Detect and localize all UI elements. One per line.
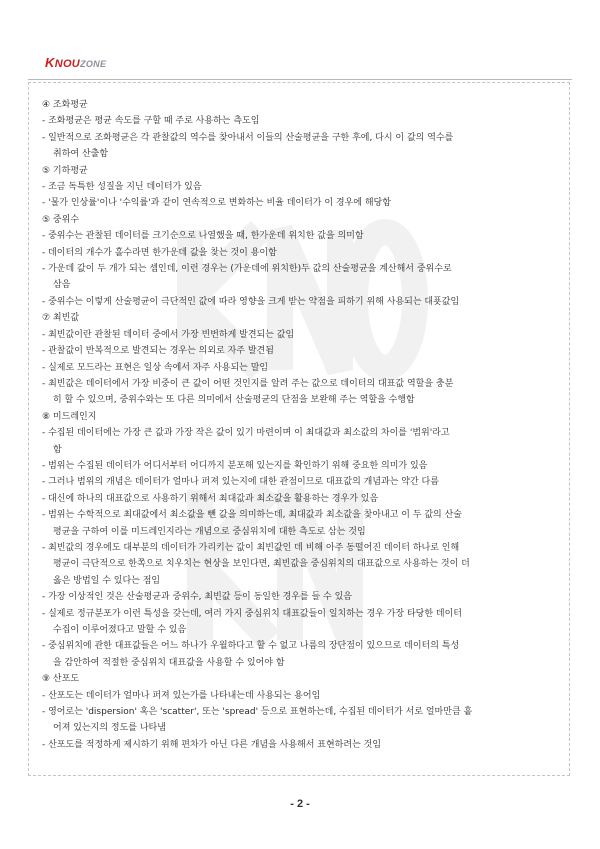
bullet-line: - 산포도는 데이터가 얼마나 퍼져 있는가를 나타내는데 사용되는 용어임: [42, 690, 321, 701]
knouzone-logo: [45, 55, 106, 70]
bullet-line: - 실제로 정규분포가 이런 특성을 갖는데, 여러 가지 중심위치 대표값들이 일치하는 경우 가장 타당한 데이터: [42, 608, 463, 619]
document-body: [42, 97, 562, 753]
bullet-line: - 산포도를 적정하게 제시하기 위해 편차가 아닌 다른 개념을 사용해서 표현하려는 것임: [42, 739, 382, 750]
continuation-line: 함: [53, 444, 62, 455]
header-rule: [28, 79, 572, 80]
bullet-line: - 조금 독특한 성질을 지닌 데이터가 있음: [42, 182, 202, 193]
bullet-line: - 중위수는 이렇게 산술평균이 극단적인 값에 따라 영향을 크게 받는 약점을 피하기 위해 사용되는 대푯값임: [42, 296, 460, 307]
bullet-line: - 중심위치에 관한 대표값들은 어느 하나가 우월하다고 할 수 없고 나름의 장단점이 있으므로 데이터의 특성: [42, 641, 460, 652]
continuation-line: 수집이 이루어졌다고 말할 수 있음: [53, 625, 187, 635]
bullet-line: - 범위는 수학적으로 최대값에서 최소값을 뺀 값을 의미하는데, 최대값과 최소값을 찾아내고 이 두 값의 산술: [42, 510, 463, 521]
page-number: - 2 -: [290, 798, 310, 810]
continuation-line: 을 감안하여 적절한 중심위치 대표값을 사용할 수 있어야 함: [53, 657, 285, 668]
logo-zone: ZONE: [80, 59, 107, 69]
bullet-line: - 중위수는 관찰된 데이터를 크기순으로 나열했을 때, 한가운데 위치한 값을 의미함: [42, 231, 364, 242]
bullet-line: - 가운데 값이 두 개가 되는 셈인데, 이런 경우는 (가운데에 위치한)두 값의 산술평균을 계산해서 중위수로: [42, 264, 452, 275]
section-heading: ⑤ 기하평균: [42, 165, 88, 176]
continuation-line: 옳은 방법일 수 있다는 점임: [53, 575, 161, 586]
logo-k: K: [45, 55, 55, 70]
continuation-line: 삼음: [53, 280, 71, 291]
bullet-line: - 최빈값은 데이터에서 가장 비중이 큰 값이 어떤 것인지를 알려 주는 값으로 데이터의 대표값 역할을 충분: [42, 378, 454, 389]
bullet-line: - '물가 인상률'이나 '수익률'과 같이 연속적으로 변화하는 비율 데이터가 이 경우에 해당함: [42, 198, 391, 209]
bullet-line: - 범위는 수집된 데이터가 어디서부터 어디까지 분포해 있는지를 확인하기 위해 중요한 의미가 있음: [42, 460, 428, 471]
logo-nou: NOU: [54, 58, 81, 70]
bullet-line: - 데이터의 개수가 홀수라면 한가운데 값을 찾는 것이 용이함: [42, 247, 277, 258]
bullet-line: - 수집된 데이터에는 가장 큰 값과 가장 작은 값이 있기 마련이며 이 최대값과 최소값의 차이를 '범위'라고: [42, 428, 450, 439]
bullet-line: - 실제로 모드라는 표현은 일상 속에서 자주 사용되는 말임: [42, 362, 269, 373]
continuation-line: 어져 있는지의 정도를 나타냄: [53, 723, 166, 734]
section-heading: ⑦ 최빈값: [42, 313, 80, 324]
continuation-line: 히 할 수 있으며, 중위수와는 또 다른 의미에서 산술평균의 단점을 보완해 주는 역할을 수행함: [53, 395, 415, 406]
bullet-line: - 가장 이상적인 것은 산술평균과 중위수, 최빈값 등이 동일한 경우를 들 수 있음: [42, 592, 352, 603]
section-heading: ④ 조화평균: [42, 100, 88, 110]
bullet-line: - 최빈값의 경우에도 대부분의 데이터가 가리키는 값이 최빈값인 데 비해 아주 동떨어진 데이터 하나로 인해: [42, 542, 460, 553]
section-heading: ⑤ 중위수: [42, 214, 80, 225]
continuation-line: 평균이 극단적으로 한쪽으로 치우치는 현상을 보인다면, 최빈값을 중심위치의 대표값으로 사용하는 것이 더: [53, 559, 470, 570]
section-heading: ⑧ 미드레인지: [42, 411, 97, 422]
continuation-line: 평균을 구하여 이를 미드레인지라는 개념으로 중심위치에 대한 측도로 삼는 것임: [53, 526, 366, 537]
bullet-line: - 최빈값이란 관찰된 데이터 중에서 가장 빈번하게 발견되는 값임: [42, 329, 295, 340]
bullet-line: - 그러나 범위의 개념은 데이터가 얼마나 퍼져 있는지에 대한 관점이므로 대표값의 개념과는 약간 다름: [42, 477, 439, 488]
bullet-line: - 대신에 하나의 대표값으로 사용하기 위해서 최대값과 최소값을 활용하는 경우가 있음: [42, 493, 379, 504]
bullet-line: - 영어로는 'dispersion' 혹은 'scatter', 또는 'spread' 등으로 표현하는데, 수집된 데이터가 서로 얼마만큼 흩: [42, 707, 473, 718]
section-heading: ⑨ 산포도: [42, 674, 80, 685]
bullet-line: - 일반적으로 조화평균은 각 관찰값의 역수를 찾아내서 이들의 산술평균을 구한 후에, 다시 이 값의 역수를: [42, 132, 454, 143]
bullet-line: - 조화평균은 평균 속도를 구할 때 주로 사용하는 측도임: [42, 116, 260, 127]
continuation-line: 취하여 산출함: [53, 149, 109, 160]
bullet-line: - 관찰값이 반복적으로 발견되는 경우는 의외로 자주 발견됨: [42, 346, 274, 357]
